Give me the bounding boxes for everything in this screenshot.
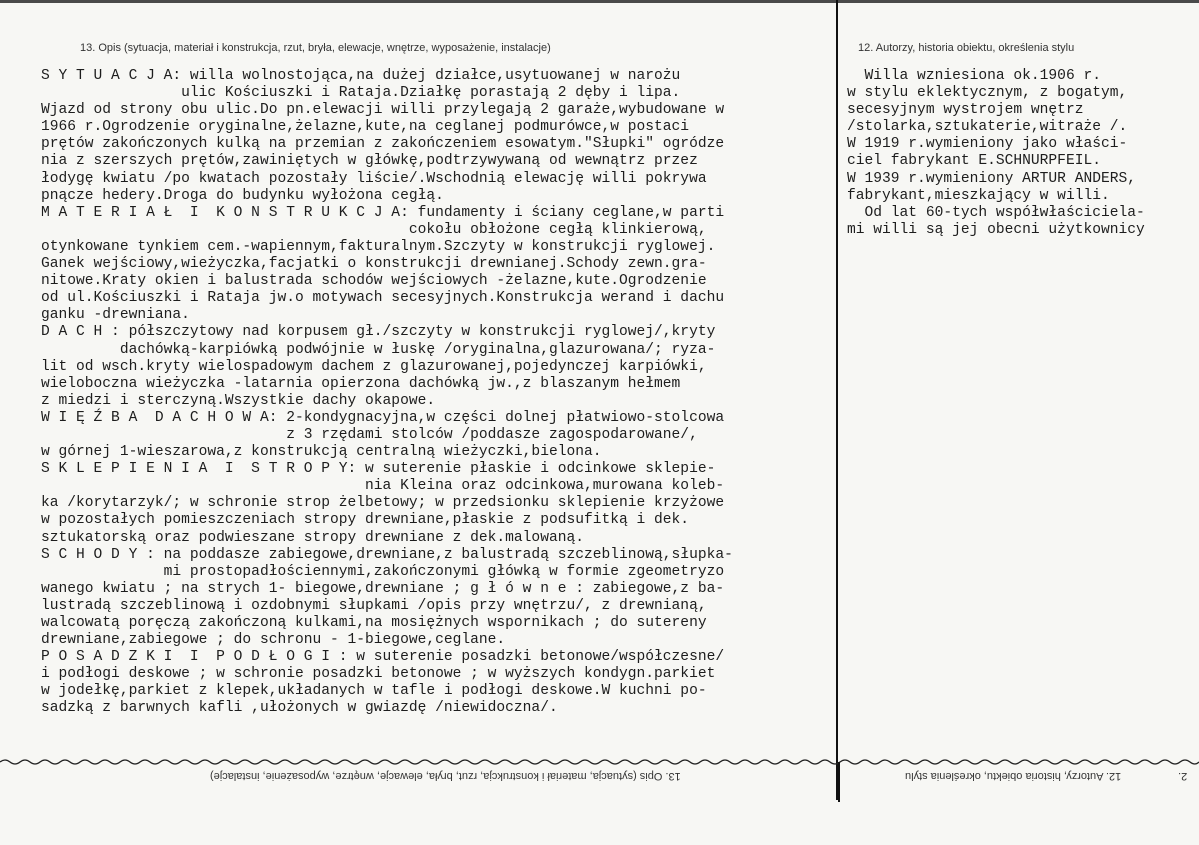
description-text-line: nitowe.Kraty okien i balustrada schodów wejściowych -żelazne,kute.Ogrodzenie — [41, 273, 707, 290]
description-text-line: otynkowane tynkiem cem.-wapiennym,fakturalnym.Szczyty w konstrukcji ryglowej. — [41, 238, 716, 255]
footer-divider — [838, 762, 840, 802]
description-text-line: w pozostałych pomieszczeniach stropy drewniane,płaskie z podsufitką i dek. — [41, 512, 690, 529]
description-text-line: z miedzi i sterczyną.Wszystkie dachy okapowe. — [41, 392, 436, 409]
history-text-line: mi willi są jej obecni użytkownicy — [847, 221, 1145, 238]
description-text-line: mi prostopadłościennymi,zakończonymi główką w formie zgeometryzo — [41, 563, 725, 580]
description-text-line: z 3 rzędami stolców /poddasze zagospodarowane/, — [41, 426, 698, 443]
description-text-line: M A T E R I A Ł I K O N S T R U K C J A: fundamenty i ściany ceglane,w parti — [41, 204, 725, 221]
history-text-line: /stolarka,sztukaterie,witraże /. — [847, 119, 1128, 136]
description-text-line: sztukatorską oraz podwieszane stropy drewniane z dek.malowaną. — [41, 529, 584, 546]
description-text-line: dachówką-karpiówką podwójnie w łuskę /oryginalna,glazurowana/; ryza- — [41, 341, 716, 358]
mirrored-footer-trail: 2. — [1178, 770, 1188, 782]
description-text-line: D A C H : półszczytowy nad korpusem gł./szczyty w konstrukcji ryglowej/,kryty — [41, 324, 716, 341]
description-text-line: walcowatą poręczą zakończoną kulkami,na mosiężnych wspornikach ; do sutereny — [41, 615, 707, 631]
history-text-line: Od lat 60-tych współwłaściciela- — [847, 204, 1145, 221]
description-text-line: ulic Kościuszki i Rataja.Działkę porastają 2 dęby i lipa. — [41, 85, 681, 102]
description-text-line: P O S A D Z K I I P O D Ł O G I : w suterenie posadzki betonowe/współczesne/ — [41, 649, 725, 666]
description-text-line: W I Ę Ź B A D A C H O W A: 2-kondygnacyjna,w części dolnej płatwiowo-stolcowa — [41, 409, 725, 426]
description-text-line: w górnej 1-wieszarowa,z konstrukcją centralną wieżyczki,bielona. — [41, 444, 602, 461]
description-text-line: lustradą szczeblinową i ozdobnymi słupkami /opis przy wnętrzu/, z drewnianą, — [41, 597, 707, 614]
mirrored-footer-right: 12. Autorzy, historia obiektu, określenia stylu — [905, 770, 1122, 782]
mirrored-footer-left: 13. Opis (sytuacja, materiał i konstrukcja, rzut, bryła, elewacje, wnętrze, wyposażenie, instalacje) — [210, 770, 681, 782]
history-text-line: ciel fabrykant E.SCHNURPFEIL. — [847, 153, 1101, 170]
description-text-line: Ganek wejściowy,wieżyczka,facjatki o konstrukcji drewnianej.Schody zewn.gra- — [41, 256, 707, 273]
description-text-line: łodygę kwiatu /po kwatach pozostały liście/.Wschodnią elewację willi pokrywa — [41, 170, 707, 187]
history-text-line: W 1919 r.wymieniony jako właści- — [847, 136, 1128, 153]
description-text-line: i podłogi deskowe ; w schronie posadzki betonowe ; w wyższych kondygn.parkiet — [41, 666, 716, 683]
description-text-line: ka /korytarzyk/; w schronie strop żelbetowy; w przedsionku sklepienie krzyżowe — [41, 495, 725, 512]
description-text-line: pnącze hedery.Droga do budynku wyłożona cegłą. — [41, 187, 444, 204]
history-text-line: secesyjnym wystrojem wnętrz — [847, 102, 1084, 119]
left-column-header: 13. Opis (sytuacja, materiał i konstrukcja, rzut, bryła, elewacje, wnętrze, wyposażenie, instalacje) — [80, 42, 551, 54]
description-text-line: cokołu obłożone cegłą klinkierową, — [41, 221, 707, 238]
description-text-line: ganku -drewniana. — [41, 307, 190, 324]
wavy-separator-line — [0, 758, 1199, 766]
description-text-line: w jodełkę,parkiet z klepek,układanych w tafle i podłogi deskowe.W kuchni po- — [41, 683, 707, 700]
description-text-line: wanego kwiatu ; na strych 1- biegowe,drewniane ; g ł ó w n e : zabiegowe,z ba- — [41, 580, 725, 597]
description-text-line: od ul.Kościuszki i Rataja jw.o motywach secesyjnych.Konstrukcja werand i dachu — [41, 290, 725, 307]
description-text-line: nia Kleina oraz odcinkowa,murowana koleb- — [41, 478, 725, 495]
description-text-line: sadzką z barwnych kafli ,ułożonych w gwiazdę /niewidoczna/. — [41, 700, 558, 717]
history-text-line: Willa wzniesiona ok.1906 r. — [847, 68, 1101, 84]
description-text-line: Wjazd od strony obu ulic.Do pn.elewacji willi przylegają 2 garaże,wybudowane w — [41, 102, 725, 119]
description-text-line: S C H O D Y : na poddasze zabiegowe,drewniane,z balustradą szczeblinową,słupka- — [41, 546, 733, 563]
description-text-line: drewniane,zabiegowe ; do schronu - 1-biegowe,ceglane. — [41, 632, 506, 649]
description-text-line: prętów zakończonych kulką na przemian z zakończeniem esowatym."Słupki" ogródze — [41, 136, 725, 153]
description-text-line: 1966 r.Ogrodzenie oryginalne,żelazne,kute,na ceglanej podmurówce,w postaci — [41, 119, 690, 136]
column-divider — [836, 0, 838, 800]
description-text-line: S K L E P I E N I A I S T R O P Y: w suterenie płaskie i odcinkowe sklepie- — [41, 461, 716, 478]
history-text — [847, 68, 1145, 239]
description-text-line: wieloboczna wieżyczka -latarnia opierzona dachówką jw.,z blaszanym hełmem — [41, 375, 681, 392]
description-text-line: S Y T U A C J A: willa wolnostojąca,na dużej działce,usytuowanej w narożu — [41, 68, 681, 84]
history-text-line: W 1939 r.wymieniony ARTUR ANDERS, — [847, 170, 1137, 187]
right-column-header: 12. Autorzy, historia obiektu, określenia stylu — [858, 42, 1075, 54]
description-text-line: nia z szerszych prętów,zawiniętych w główkę,podtrzywywaną od wewnątrz przez — [41, 153, 698, 170]
top-border — [0, 0, 1199, 3]
history-text-line: fabrykant,mieszkający w willi. — [847, 187, 1110, 204]
history-text-line: w stylu eklektycznym, z bogatym, — [847, 85, 1128, 102]
description-text-line: lit od wsch.kryty wielospadowym dachem z glazurowanej,pojedynczej karpiówki, — [41, 358, 707, 375]
description-text — [41, 68, 733, 718]
